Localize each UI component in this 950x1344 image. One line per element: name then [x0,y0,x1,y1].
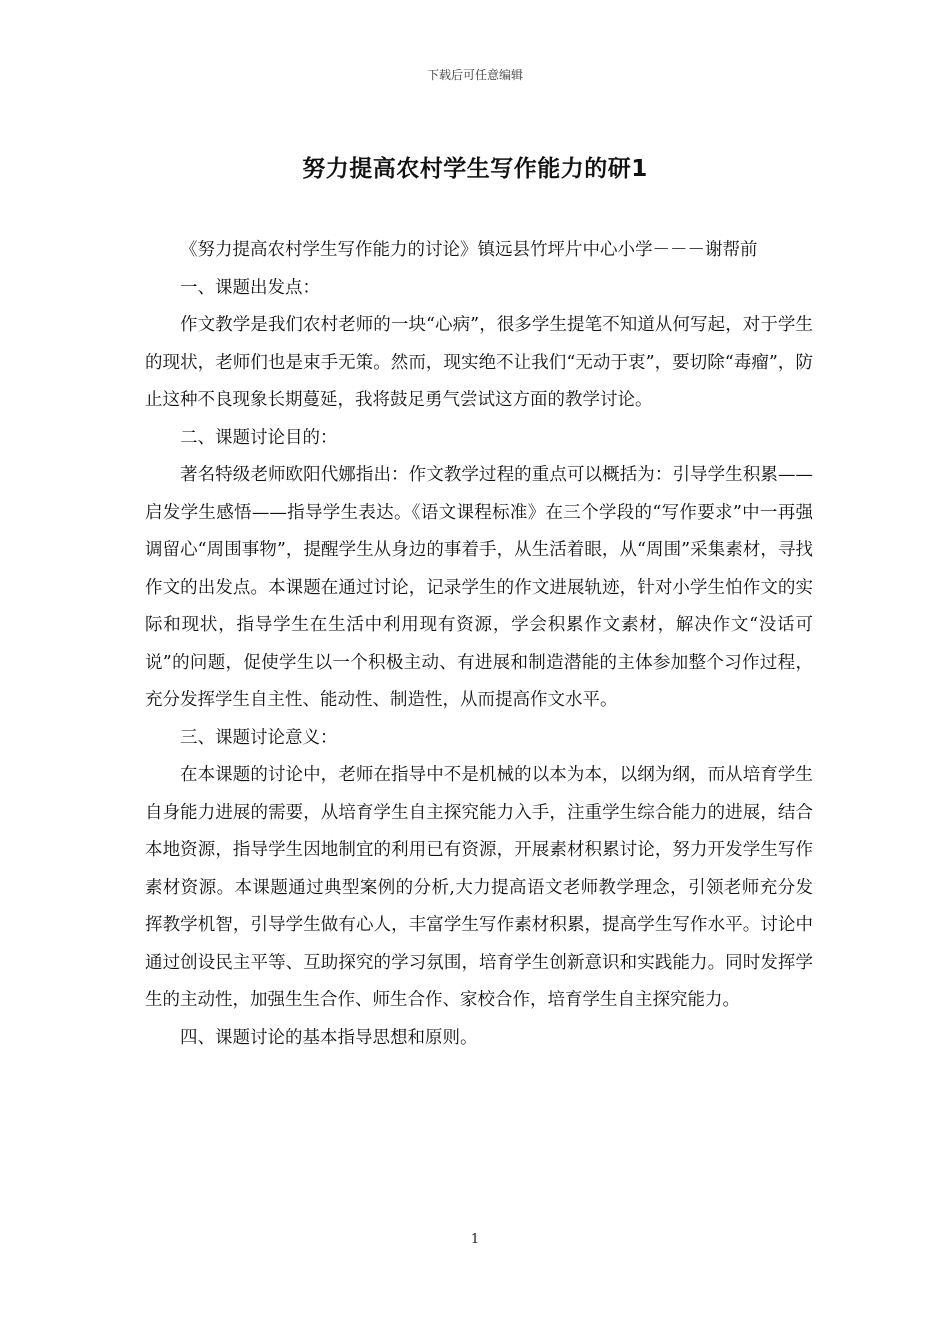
header-note: 下载后可任意编辑 [426,68,523,82]
section-heading-4: 四、课题讨论的基本指导思想和原则。 [180,1027,478,1048]
section-heading-3: 三、课题讨论意义： [180,727,338,748]
paragraph-section-1: 作文教学是我们农村老师的一块“心病”，很多学生提笔不知道从何写起，对于学生的现状，老师们也是束手无策。然而，现实绝不让我们“无动于衷”，要切除“毒瘤”，防止这种不良现象长期蔓延，我将鼓足勇气尝试这方面的教学讨论。 [145,315,813,410]
document-body [145,232,813,1057]
section-heading-1: 一、课题出发点： [180,277,320,298]
document-title: 努力提高农村学生写作能力的研1 [302,156,648,182]
paragraph-intro: 《努力提高农村学生写作能力的讨论》镇远县竹坪片中心小学－－－谢帮前 [180,240,758,260]
paragraph-section-3: 在本课题的讨论中，老师在指导中不是机械的以本为本，以纲为纲，而从培育学生自身能力进展的需要，从培育学生自主探究能力入手，注重学生综合能力的进展，结合本地资源，指导学生因地制宜的利用已有资源，开展素材积累讨论，努力开发学生写作素材资源。本课题通过典型案例的分析,大力提高语文老师教学理念，引领老师充分发挥教学机智，引导学生做有心人，丰富学生写作素材积累，提高学生写作水平。讨论中通过创设民主平等、互助探究的学习氛围，培育学生创新意识和实践能力。同时发挥学生的主动性，加强生生合作、师生合作、家校合作，培育学生自主探究能力。 [145,765,813,1010]
page-number: 1 [470,1232,480,1247]
section-heading-2: 二、课题讨论目的： [180,427,338,448]
paragraph-section-2: 著名特级老师欧阳代娜指出：作文教学过程的重点可以概括为：引导学生积累——启发学生感悟——指导学生表达。《语文课程标准》在三个学段的“写作要求”中一再强调留心“周围事物”，提醒学生从身边的事着手，从生活着眼，从“周围”采集素材，寻找作文的出发点。本课题在通过讨论，记录学生的作文进展轨迹，针对小学生怕作文的实际和现状，指导学生在生活中利用现有资源，学会积累作文素材，解决作文“没话可说”的问题，促使学生以一个积极主动、有进展和制造潜能的主体参加整个习作过程，充分发挥学生自主性、能动性、制造性，从而提高作文水平。 [145,465,813,710]
